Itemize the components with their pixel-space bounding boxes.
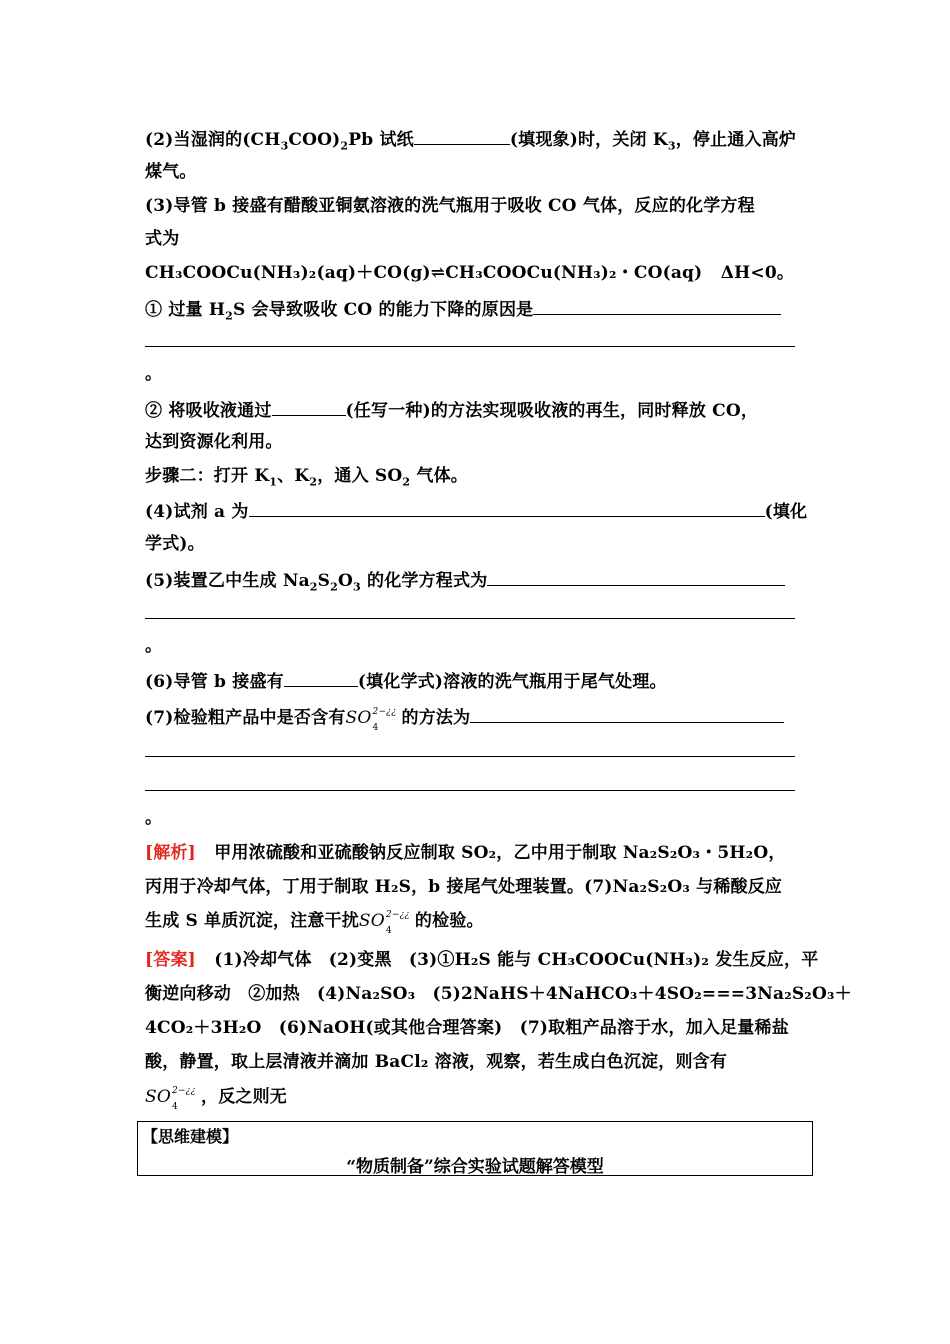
q2-line1: (2)当湿润的$(CH_3COO)_2Pb$ 试纸 (填现象)时，关闭 $K_3$，停止通入高炉 <box>145 126 810 152</box>
q5-answer-blank[interactable] <box>487 567 785 586</box>
model-box-title: 【思维建模】 <box>142 1127 239 1146</box>
q5-line1: (5)装置乙中生成 $Na_2S_2O_3$ 的化学方程式为 <box>145 567 810 593</box>
q3-sub1-period: 。 <box>145 364 163 384</box>
q3-sub2-line2: 达到资源化利用。 <box>145 432 283 452</box>
sulfate-ion: SO 2−¿¿ 4 <box>345 707 397 733</box>
q7-blank-line-1[interactable] <box>145 756 795 757</box>
answer-line5: SO 2−¿¿ 4 ，反之则无 <box>145 1086 287 1112</box>
q3-sub1-blank-line[interactable] <box>145 346 795 347</box>
q3-line1: (3)导管 b 接盛有醋酸亚铜氨溶液的洗气瓶用于吸收 CO 气体，反应的化学方程 <box>145 196 755 216</box>
answer-line4: 酸，静置，取上层清液并滴加 BaCl₂ 溶液，观察，若生成白色沉淀，则含有 <box>145 1052 728 1072</box>
model-box-heading: “物质制备”综合实验试题解答模型 <box>346 1157 604 1177</box>
q3-sub1: ① 过量 $H_2S$ 会导致吸收 CO 的能力下降的原因是 <box>145 296 810 322</box>
answer-line3: 4CO₂＋3H₂O (6)NaOH(或其他合理答案) (7)取粗产品溶于水，加入足量稀盐 <box>145 1018 789 1038</box>
step2-line: 步骤二：打开 $K_1$、$K_2$，通入 $SO_2$ 气体。 <box>145 466 468 489</box>
sulfate-ion: SO 2−¿¿ 4 <box>145 1086 196 1112</box>
model-box <box>137 1121 813 1176</box>
answer-line2: 衡逆向移动 ②加热 (4)Na₂SO₃ (5)2NaHS＋4NaHCO₃＋4SO₂===3Na₂S₂O₃＋ <box>145 984 852 1004</box>
q6-line: (6)导管 b 接盛有 (填化学式)溶液的洗气瓶用于尾气处理。 <box>145 668 810 694</box>
q2-answer-blank[interactable] <box>414 126 510 145</box>
q3-equation <box>145 261 810 285</box>
delta-h: ΔH<0。 <box>720 263 795 283</box>
q4-line1: (4)试剂 a 为 (填化 <box>145 498 810 524</box>
analysis-line3: 生成 S 单质沉淀，注意干扰SO 2−¿¿ 4 的检验。 <box>145 910 484 936</box>
q3-sub2: ② 将吸收液通过 (任写一种)的方法实现吸收液的再生，同时释放 CO， <box>145 397 810 423</box>
q3-sub2-answer-blank[interactable] <box>272 397 346 416</box>
q2-line2: 煤气。 <box>145 162 197 182</box>
q7-line1: (7)检验粗产品中是否含有SO 2−¿¿ 4 的方法为 <box>145 704 810 730</box>
q3-line2: 式为 <box>145 229 180 249</box>
q7-blank-line-2[interactable] <box>145 790 795 791</box>
q4-line2: 学式)。 <box>145 534 205 554</box>
q7-period: 。 <box>145 808 163 828</box>
answer-line1: [答案] (1)冷却气体 (2)变黑 (3)①H₂S 能与 CH₃COOCu(NH₃)₂ 发生反应，平 <box>145 950 819 970</box>
q7-answer-blank[interactable] <box>470 704 784 723</box>
q5-period: 。 <box>145 636 163 656</box>
q3-sub1-answer-blank[interactable] <box>533 296 781 315</box>
equation-text: CH₃COOCu(NH₃)₂(aq)＋CO(g)⇌CH₃COOCu(NH₃)₂・CO(aq) <box>145 263 703 283</box>
sulfate-ion: SO 2−¿¿ 4 <box>358 910 410 936</box>
answer-tag: [答案] <box>145 950 196 970</box>
analysis-line2: 丙用于冷却气体，丁用于制取 H₂S，b 接尾气处理装置。(7)Na₂S₂O₃ 与稀酸反应 <box>145 877 783 897</box>
q5-blank-line[interactable] <box>145 618 795 619</box>
q4-answer-blank[interactable] <box>249 498 765 517</box>
analysis-tag: [解析] <box>145 843 196 863</box>
q6-answer-blank[interactable] <box>284 668 358 687</box>
analysis-line1: [解析] 甲用浓硫酸和亚硫酸钠反应制取 SO₂，乙中用于制取 Na₂S₂O₃・5H₂O， <box>145 843 786 863</box>
